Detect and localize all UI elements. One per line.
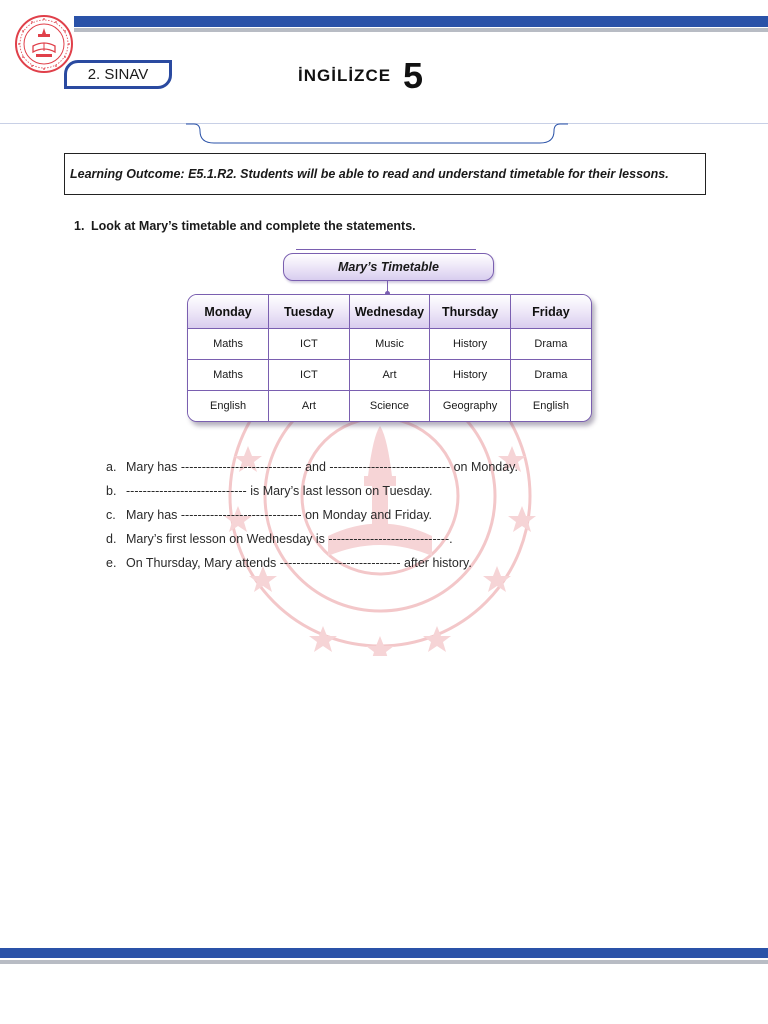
statement-text: On Thursday, Mary attends ----------------------------- after history. (126, 556, 472, 570)
statement-text: Mary’s first lesson on Wednesday is -----------------------------. (126, 532, 453, 546)
timetable-row (188, 360, 591, 391)
question-1 (74, 219, 416, 233)
statement-letter: e. (106, 556, 117, 570)
lesson-cell: ICT (269, 329, 350, 360)
statement-d (106, 532, 666, 556)
question-number: 1. (74, 219, 85, 233)
lesson-cell: Maths (188, 329, 269, 360)
timetable-row (188, 329, 591, 360)
statement-letter: b. (106, 484, 117, 498)
day-header-thursday: Thursday (430, 295, 511, 329)
timetable-header-row (188, 295, 591, 329)
header-tab-shape (186, 123, 568, 145)
statement-e (106, 556, 666, 580)
learning-outcome-box: Learning Outcome: E5.1.R2. Students will be able to read and understand timetable for their lessons. (64, 153, 706, 195)
lesson-cell: Geography (430, 391, 511, 421)
statement-a (106, 460, 666, 484)
statement-text: Mary has ----------------------------- and ----------------------------- on Monday. (126, 460, 518, 474)
lesson-cell: Drama (510, 360, 591, 391)
question-text: Look at Mary’s timetable and complete the statements. (91, 219, 416, 233)
statement-text: Mary has ----------------------------- on Monday and Friday. (126, 508, 432, 522)
day-header-wednesday: Wednesday (349, 295, 430, 329)
lesson-cell: Drama (510, 329, 591, 360)
header-blue-bar (74, 16, 768, 27)
day-header-monday: Monday (188, 295, 269, 329)
statement-b (106, 484, 666, 508)
timetable-row (188, 391, 591, 421)
header-grey-bar (74, 28, 768, 32)
footer-blue-bar (0, 948, 768, 958)
timetable-title-line (296, 249, 476, 250)
statement-text: ----------------------------- is Mary’s last lesson on Tuesday. (126, 484, 433, 498)
statement-letter: c. (106, 508, 116, 522)
statement-letter: d. (106, 532, 117, 546)
lesson-cell: ICT (269, 360, 350, 391)
lesson-cell: Art (269, 391, 350, 421)
lesson-cell: Science (349, 391, 430, 421)
lesson-cell: History (430, 360, 511, 391)
timetable-grid (188, 295, 591, 421)
day-header-tuesday: Tuesday (269, 295, 350, 329)
exam-number-badge: 2. SINAV (64, 60, 172, 89)
grade-number: 5 (403, 55, 424, 96)
ministry-seal-logo (14, 14, 74, 74)
lesson-cell: English (510, 391, 591, 421)
lesson-cell: Art (349, 360, 430, 391)
footer-grey-bar (0, 960, 768, 964)
lesson-cell: English (188, 391, 269, 421)
subject-title: İNGİLİZCE (298, 66, 392, 85)
lesson-cell: Maths (188, 360, 269, 391)
lesson-cell: Music (349, 329, 430, 360)
statement-letter: a. (106, 460, 117, 474)
day-header-friday: Friday (510, 295, 591, 329)
lesson-cell: History (430, 329, 511, 360)
statement-c (106, 508, 666, 532)
timetable-title: Mary’s Timetable (283, 253, 494, 281)
statements-list (106, 460, 666, 580)
timetable (187, 294, 592, 422)
